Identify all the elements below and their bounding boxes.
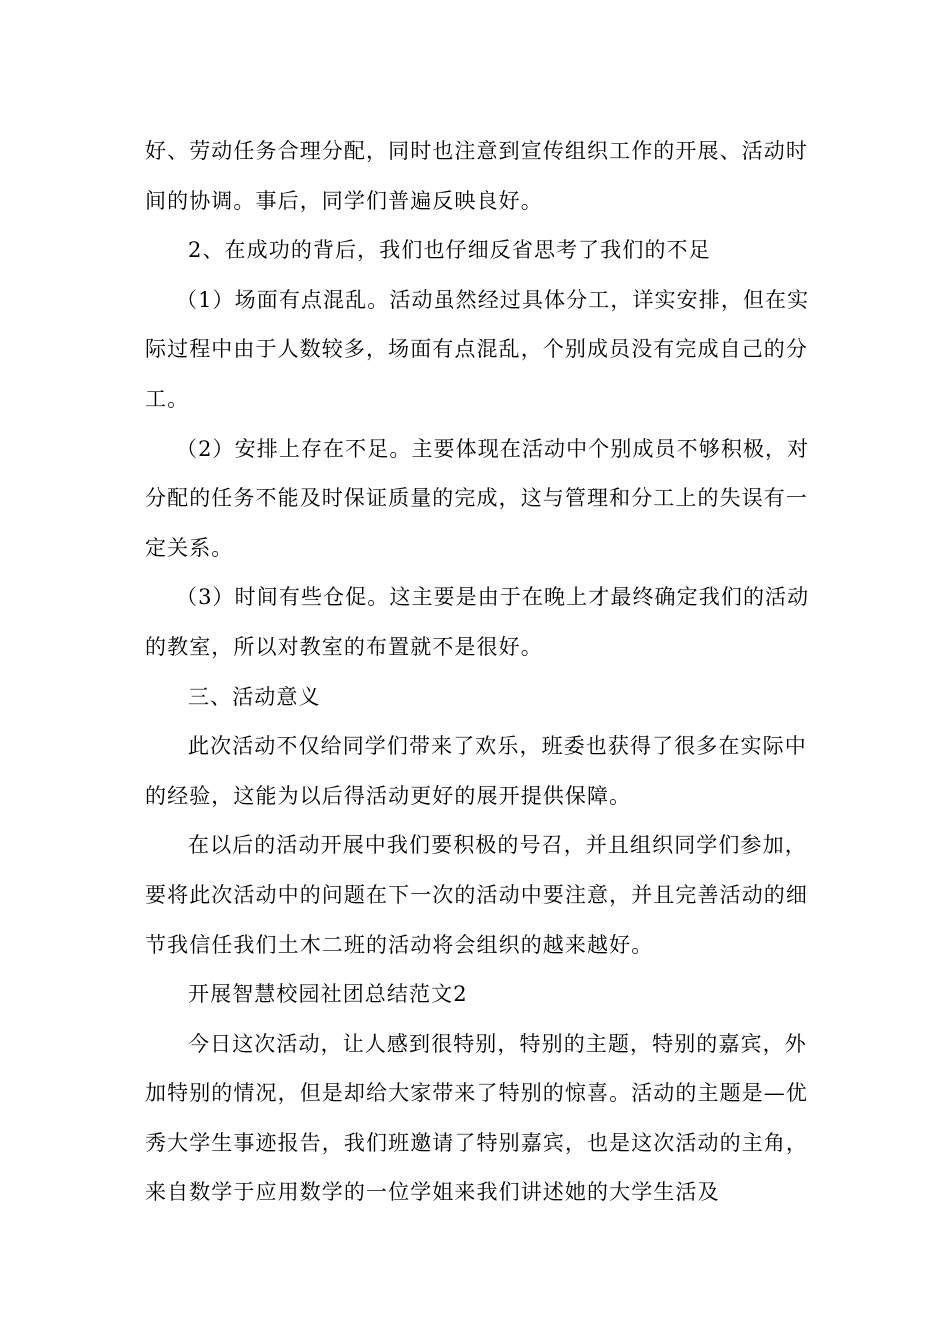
- paragraph-activity-intro: 今日这次活动，让人感到很特别，特别的主题，特别的嘉宾，外加特别的情况，但是却给大家带来了特别的惊喜。活动的主题是—优秀大学生事迹报告，我们班邀请了特别嘉宾，也是这次活动的主角，来自数学于应用数学的一位学姐来我们讲述她的大学生活及: [145, 1031, 808, 1205]
- paragraph-heading-shortcomings: 2、在成功的背后，我们也仔细反省思考了我们的不足: [188, 238, 711, 263]
- paragraph-point-3: （3）时间有些仓促。这主要是由于在晚上才最终确定我们的活动的教室，所以对教室的布置就不是很好。: [145, 585, 810, 659]
- document-body: [145, 127, 825, 1218]
- paragraph-significance: 此次活动不仅给同学们带来了欢乐，班委也获得了很多在实际中的经验，这能为以后得活动更好的展开提供保障。: [145, 734, 807, 808]
- paragraph-future: 在以后的活动开展中我们要积极的号召，并且组织同学们参加，要将此次活动中的问题在下一次的活动中要注意，并且完善活动的细节我信任我们土木二班的活动将会组织的越来越好。: [145, 833, 808, 957]
- section-heading-significance: 三、活动意义: [188, 684, 321, 709]
- paragraph-point-1: （1）场面有点混乱。活动虽然经过具体分工，详实安排，但在实际过程中由于人数较多，场面有点混乱，个别成员没有完成自己的分工。: [145, 287, 810, 411]
- paragraph-point-2: （2）安排上存在不足。主要体现在活动中个别成员不够积极，对分配的任务不能及时保证质量的完成，这与管理和分工上的失误有一定关系。: [145, 436, 810, 560]
- section-title-sample-2: 开展智慧校园社团总结范文2: [188, 982, 468, 1007]
- paragraph-continuation: 好、劳动任务合理分配，同时也注意到宣传组织工作的开展、活动时间的协调。事后，同学们普遍反映良好。: [145, 139, 808, 213]
